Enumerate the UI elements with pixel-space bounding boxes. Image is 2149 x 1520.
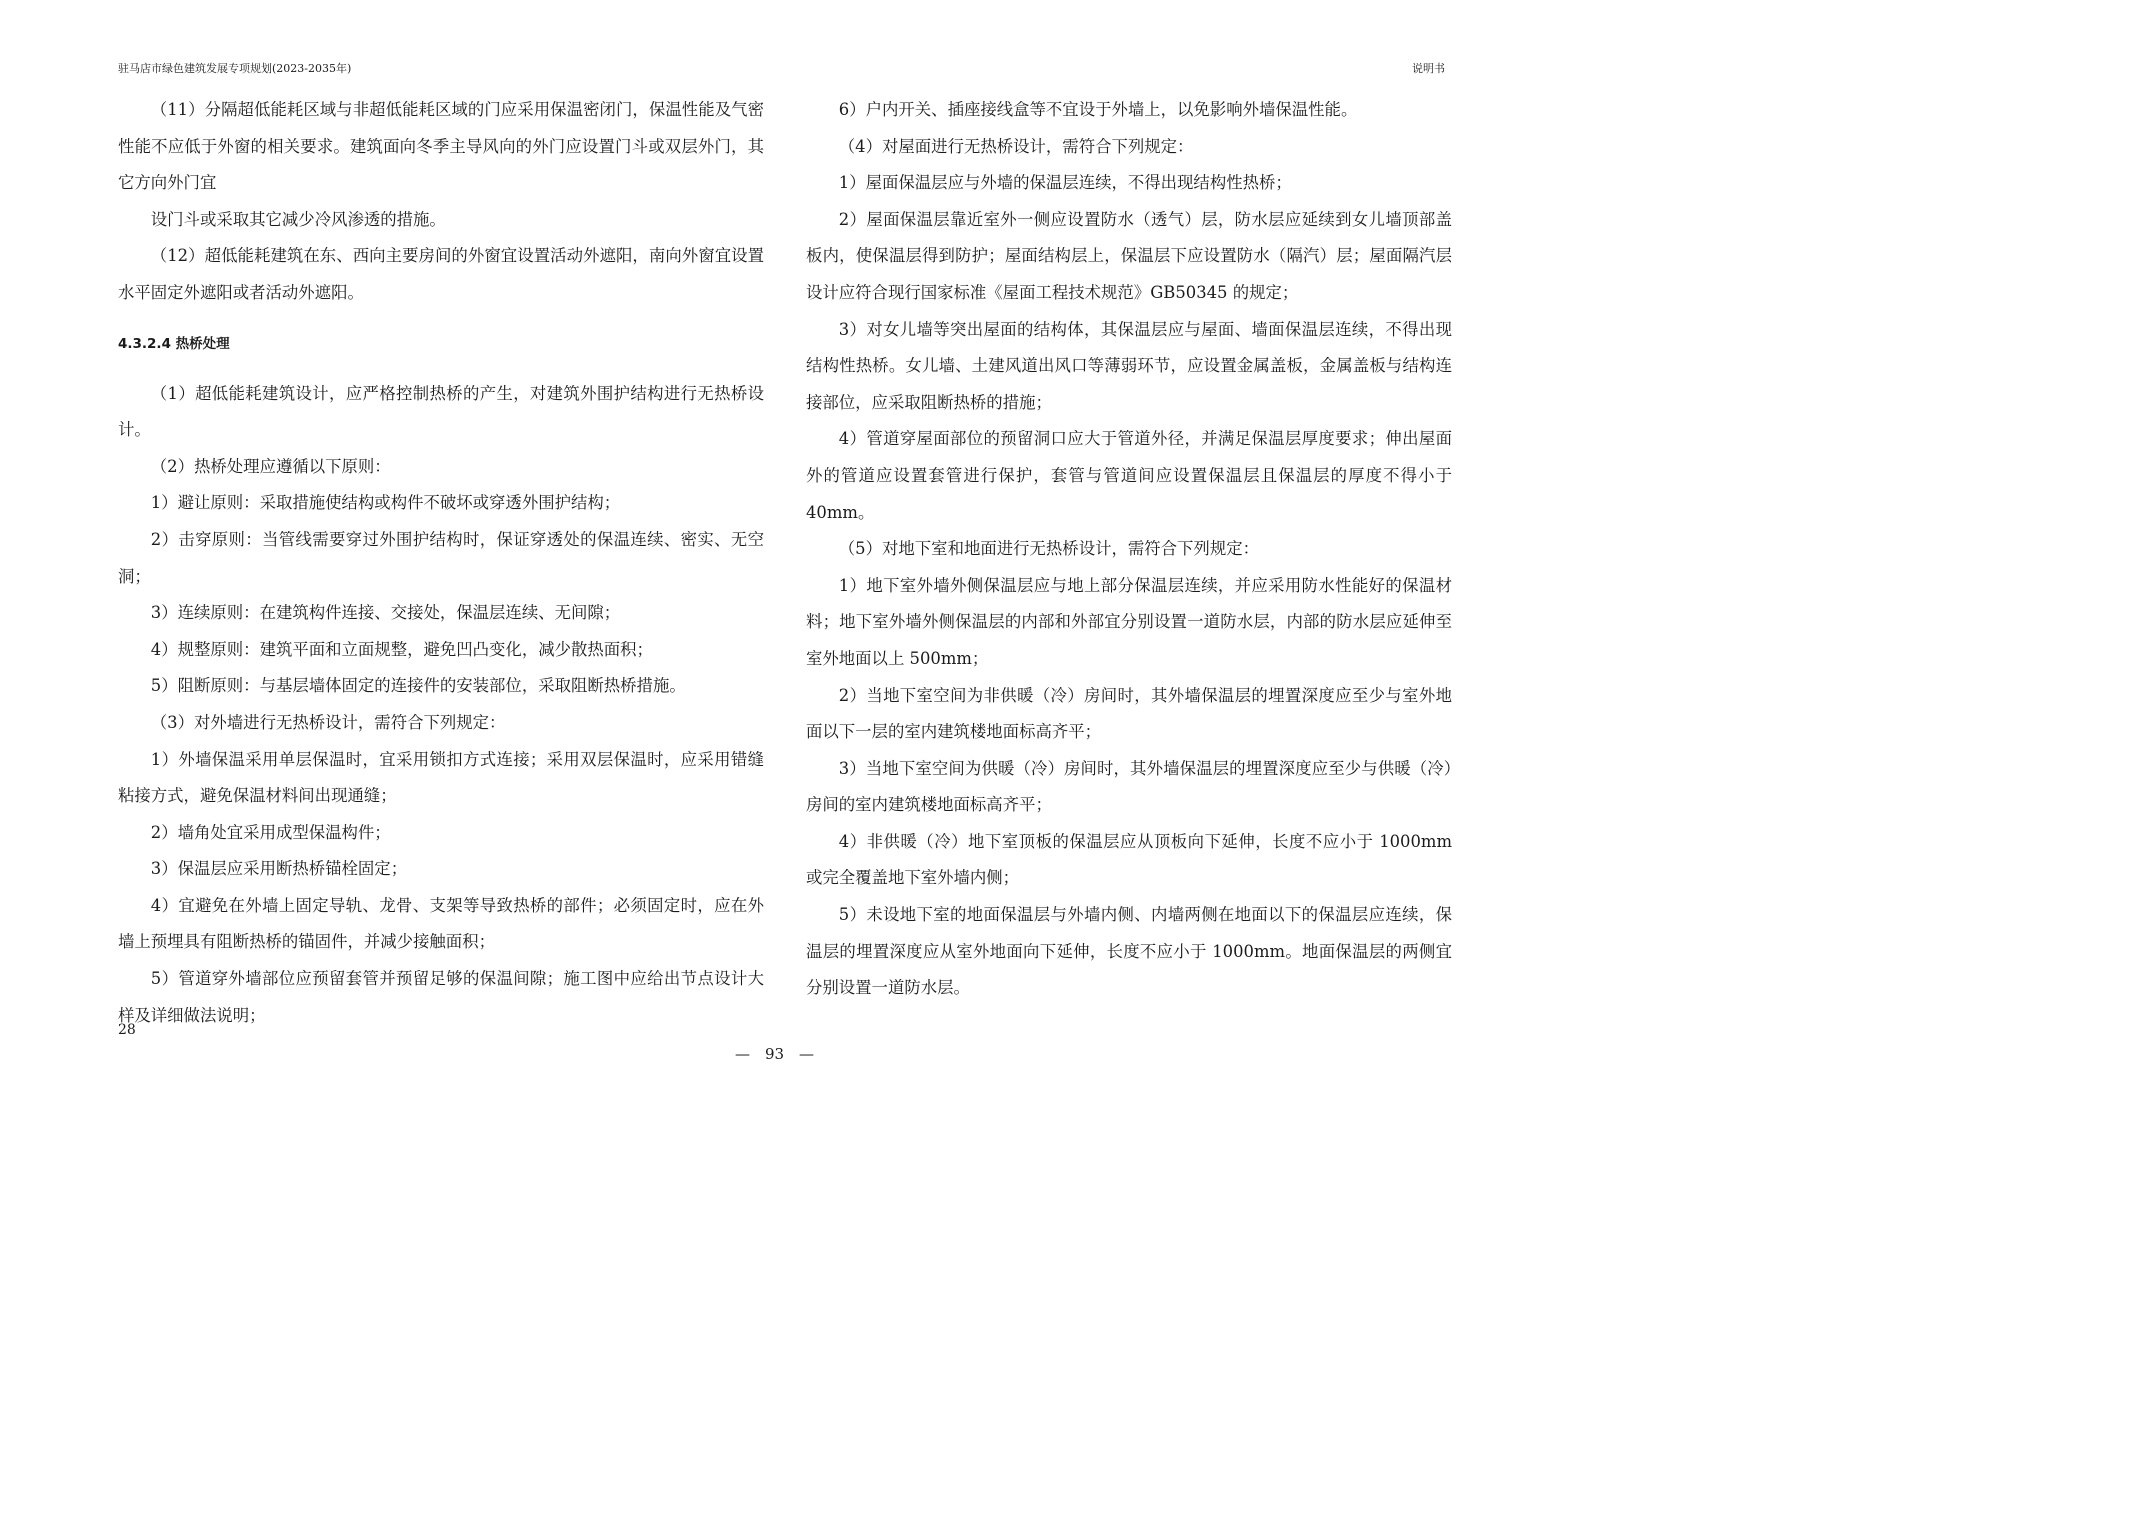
- running-header-label: 说明书: [1412, 62, 1445, 75]
- paragraph: 3）对女儿墙等突出屋面的结构体，其保温层应与屋面、墙面保温层连续，不得出现结构性热桥。女儿墙、土建风道出风口等薄弱环节，应设置金属盖板，金属盖板与结构连接部位，应采取阻断热桥的措施；: [806, 319, 1452, 412]
- section-heading: 4.3.2.4 热桥处理: [118, 335, 230, 352]
- paragraph: 5）阻断原则：与基层墙体固定的连接件的安装部位，采取阻断热桥措施。: [150, 676, 686, 696]
- paragraph: 1）屋面保温层应与外墙的保温层连续，不得出现结构性热桥；: [838, 173, 1292, 193]
- paragraph: 3）连续原则：在建筑构件连接、交接处，保温层连续、无间隙；: [150, 603, 621, 623]
- paragraph: 2）墙角处宜采用成型保温构件；: [150, 822, 391, 842]
- paragraph: 1）地下室外墙外侧保温层应与地上部分保温层连续，并应采用防水性能好的保温材料；地下室外墙外侧保温层的内部和外部宜分别设置一道防水层，内部的防水层应延伸至室外地面以上 500mm；: [806, 575, 1452, 668]
- paragraph: （5）对地下室和地面进行无热桥设计，需符合下列规定：: [838, 539, 1259, 559]
- paragraph: 2）当地下室空间为非供暖（冷）房间时，其外墙保温层的埋置深度应至少与室外地面以下一层的室内建筑楼地面标高齐平；: [806, 685, 1452, 742]
- paragraph: 4）规整原则：建筑平面和立面规整，避免凹凸变化，减少散热面积；: [150, 639, 653, 659]
- paragraph: 设门斗或采取其它减少冷风渗透的措施。: [150, 209, 446, 229]
- paragraph: （12）超低能耗建筑在东、西向主要房间的外窗宜设置活动外遮阳，南向外窗宜设置水平固定外遮阳或者活动外遮阳。: [118, 246, 764, 302]
- paragraph: （2）热桥处理应遵循以下原则：: [150, 456, 391, 476]
- center-page-number: — 93 —: [734, 1045, 815, 1063]
- paragraph: 1）外墙保温采用单层保温时，宜采用锁扣方式连接；采用双层保温时，应采用错缝粘接方式，避免保温材料间出现通缝；: [118, 749, 764, 806]
- paragraph: （3）对外墙进行无热桥设计，需符合下列规定：: [150, 712, 506, 732]
- paragraph: 2）击穿原则：当管线需要穿过外围护结构时，保证穿透处的保温连续、密实、无空洞；: [118, 529, 764, 586]
- right-column: [806, 92, 1452, 1007]
- paragraph: 6）户内开关、插座接线盒等不宜设于外墙上，以免影响外墙保温性能。: [838, 100, 1358, 119]
- paragraph: （4）对屋面进行无热桥设计，需符合下列规定：: [838, 136, 1194, 156]
- paragraph: 4）管道穿屋面部位的预留洞口应大于管道外径，并满足保温层厚度要求；伸出屋面外的管道应设置套管进行保护，套管与管道间应设置保温层且保温层的厚度不得小于 40mm。: [806, 429, 1452, 522]
- paragraph: 2）屋面保温层靠近室外一侧应设置防水（透气）层，防水层应延续到女儿墙顶部盖板内，使保温层得到防护；屋面结构层上，保温层下应设置防水（隔汽）层；屋面隔汽层设计应符合现行国家标准《屋面工程技术规范》GB50345 的规定；: [806, 209, 1452, 302]
- paragraph: 1）避让原则：采取措施使结构或构件不破坏或穿透外围护结构；: [150, 493, 621, 513]
- paragraph: 4）非供暖（冷）地下室顶板的保温层应从顶板向下延伸，长度不应小于 1000mm 或完全覆盖地下室外墙内侧；: [806, 831, 1452, 888]
- paragraph: 3）当地下室空间为供暖（冷）房间时，其外墙保温层的埋置深度应至少与供暖（冷）房间的室内建筑楼地面标高齐平；: [806, 758, 1452, 815]
- left-column: [118, 92, 764, 1034]
- paragraph: （11）分隔超低能耗区域与非超低能耗区域的门应采用保温密闭门，保温性能及气密性能不应低于外窗的相关要求。建筑面向冬季主导风向的外门应设置门斗或双层外门，其它方向外门宜: [118, 100, 764, 193]
- paragraph: （1）超低能耗建筑设计，应严格控制热桥的产生，对建筑外围护结构进行无热桥设计。: [118, 383, 764, 440]
- paragraph: 4）宜避免在外墙上固定导轨、龙骨、支架等导致热桥的部件；必须固定时，应在外墙上预埋具有阻断热桥的锚固件，并减少接触面积；: [118, 895, 764, 952]
- left-page-number: 28: [118, 1022, 136, 1038]
- paragraph: 3）保温层应采用断热桥锚栓固定；: [150, 859, 408, 879]
- paragraph: 5）未设地下室的地面保温层与外墙内侧、内墙两侧在地面以下的保温层应连续，保温层的埋置深度应从室外地面向下延伸，长度不应小于 1000mm。地面保温层的两侧宜分别设置一道防水层。: [806, 905, 1452, 998]
- running-header-title: 驻马店市绿色建筑发展专项规划(2023-2035年): [118, 62, 352, 75]
- paragraph: 5）管道穿外墙部位应预留套管并预留足够的保温间隙；施工图中应给出节点设计大样及详细做法说明；: [118, 969, 764, 1025]
